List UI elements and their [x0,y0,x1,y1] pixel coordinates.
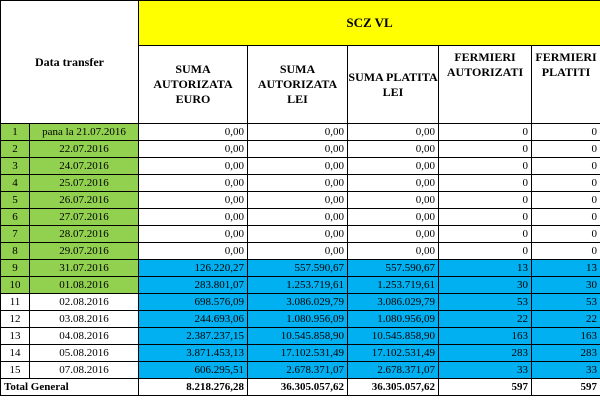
cell-lei: 557.590,67 [248,260,348,277]
cell-euro: 244.693,06 [139,311,248,328]
total-autorizati: 597 [439,379,532,396]
table-row [1,192,600,209]
cell-lei: 0,00 [248,175,348,192]
cell-autorizati: 283 [439,345,532,362]
row-number: 12 [1,311,30,328]
cell-autorizati: 0 [439,226,532,243]
row-date: 24.07.2016 [30,158,139,175]
row-date: 31.07.2016 [30,260,139,277]
cell-platiti: 0 [532,209,600,226]
cell-lei: 0,00 [248,141,348,158]
total-row [1,379,600,396]
cell-lei: 1.080.956,09 [248,311,348,328]
cell-autorizati: 0 [439,209,532,226]
cell-autorizati: 0 [439,175,532,192]
col-suma-autorizata-euro: SUMA AUTORIZATA EURO [139,46,248,124]
cell-platiti: 283 [532,345,600,362]
cell-platiti: 0 [532,243,600,260]
total-label: Total General [1,379,139,396]
cell-platiti: 53 [532,294,600,311]
row-date: 01.08.2016 [30,277,139,294]
table-row [1,226,600,243]
total-lei: 36.305.057,62 [248,379,348,396]
table-row [1,175,600,192]
cell-platiti: 0 [532,141,600,158]
row-number: 3 [1,158,30,175]
cell-autorizati: 53 [439,294,532,311]
table-row [1,294,600,311]
cell-euro: 606.295,51 [139,362,248,379]
cell-euro: 3.871.453,13 [139,345,248,362]
row-date: 25.07.2016 [30,175,139,192]
cell-platiti: 0 [532,175,600,192]
cell-autorizati: 13 [439,260,532,277]
row-date: 07.08.2016 [30,362,139,379]
cell-platita: 0,00 [348,209,439,226]
table-row [1,260,600,277]
table-row [1,277,600,294]
cell-platita: 0,00 [348,192,439,209]
cell-platita: 10.545.858,90 [348,328,439,345]
cell-euro: 0,00 [139,209,248,226]
cell-lei: 0,00 [248,243,348,260]
cell-platiti: 163 [532,328,600,345]
row-number: 10 [1,277,30,294]
row-date: 26.07.2016 [30,192,139,209]
scz-vl-header: SCZ VL [139,1,600,46]
cell-platita: 1.253.719,61 [348,277,439,294]
row-date: 29.07.2016 [30,243,139,260]
col-suma-platita-lei: SUMA PLATITA LEI [348,46,439,124]
row-date: 02.08.2016 [30,294,139,311]
cell-lei: 0,00 [248,158,348,175]
cell-euro: 0,00 [139,141,248,158]
row-date: 28.07.2016 [30,226,139,243]
cell-platiti: 0 [532,124,600,141]
cell-lei: 0,00 [248,124,348,141]
cell-lei: 2.678.371,07 [248,362,348,379]
table-row [1,141,600,158]
cell-autorizati: 0 [439,243,532,260]
cell-platiti: 0 [532,158,600,175]
cell-euro: 0,00 [139,124,248,141]
cell-platita: 0,00 [348,226,439,243]
cell-autorizati: 22 [439,311,532,328]
table-row [1,311,600,328]
col-fermieri-platiti: FERMIERI PLATITI [532,46,600,124]
row-date: 05.08.2016 [30,345,139,362]
row-number: 1 [1,124,30,141]
cell-euro: 0,00 [139,192,248,209]
cell-lei: 10.545.858,90 [248,328,348,345]
total-platiti: 597 [532,379,600,396]
cell-lei: 17.102.531,49 [248,345,348,362]
row-number: 14 [1,345,30,362]
col-fermieri-autorizati: FERMIERI AUTORIZATI [439,46,532,124]
cell-euro: 0,00 [139,175,248,192]
cell-platita: 0,00 [348,243,439,260]
cell-lei: 3.086.029,79 [248,294,348,311]
cell-autorizati: 0 [439,158,532,175]
cell-lei: 0,00 [248,226,348,243]
cell-platiti: 0 [532,226,600,243]
cell-platita: 17.102.531,49 [348,345,439,362]
table-row [1,328,600,345]
table-row [1,243,600,260]
table-row [1,124,600,141]
table-row [1,362,600,379]
row-date: 04.08.2016 [30,328,139,345]
row-number: 4 [1,175,30,192]
row-number: 5 [1,192,30,209]
cell-euro: 698.576,09 [139,294,248,311]
row-date: pana la 21.07.2016 [30,124,139,141]
row-number: 8 [1,243,30,260]
cell-platita: 0,00 [348,141,439,158]
cell-autorizati: 33 [439,362,532,379]
row-date: 22.07.2016 [30,141,139,158]
total-euro: 8.218.276,28 [139,379,248,396]
row-number: 13 [1,328,30,345]
cell-euro: 2.387.237,15 [139,328,248,345]
cell-platiti: 30 [532,277,600,294]
total-platita: 36.305.057,62 [348,379,439,396]
cell-euro: 283.801,07 [139,277,248,294]
row-number: 11 [1,294,30,311]
cell-autorizati: 0 [439,141,532,158]
col-suma-autorizata-lei: SUMA AUTORIZATA LEI [248,46,348,124]
table-row [1,345,600,362]
cell-autorizati: 0 [439,124,532,141]
row-date: 27.07.2016 [30,209,139,226]
row-number: 9 [1,260,30,277]
row-number: 15 [1,362,30,379]
row-date: 03.08.2016 [30,311,139,328]
cell-lei: 0,00 [248,192,348,209]
cell-platita: 557.590,67 [348,260,439,277]
cell-euro: 0,00 [139,226,248,243]
cell-autorizati: 30 [439,277,532,294]
cell-autorizati: 163 [439,328,532,345]
cell-platiti: 33 [532,362,600,379]
cell-autorizati: 0 [439,192,532,209]
cell-platiti: 22 [532,311,600,328]
cell-platita: 2.678.371,07 [348,362,439,379]
row-number: 6 [1,209,30,226]
table-row [1,158,600,175]
date-transfer-header: Data transfer [1,1,139,124]
cell-euro: 126.220,27 [139,260,248,277]
cell-euro: 0,00 [139,158,248,175]
cell-platita: 0,00 [348,158,439,175]
cell-platita: 0,00 [348,124,439,141]
cell-platita: 0,00 [348,175,439,192]
row-number: 2 [1,141,30,158]
table-row [1,209,600,226]
row-number: 7 [1,226,30,243]
cell-platita: 1.080.956,09 [348,311,439,328]
cell-lei: 0,00 [248,209,348,226]
cell-lei: 1.253.719,61 [248,277,348,294]
cell-euro: 0,00 [139,243,248,260]
cell-platiti: 0 [532,192,600,209]
cell-platita: 3.086.029,79 [348,294,439,311]
cell-platiti: 13 [532,260,600,277]
